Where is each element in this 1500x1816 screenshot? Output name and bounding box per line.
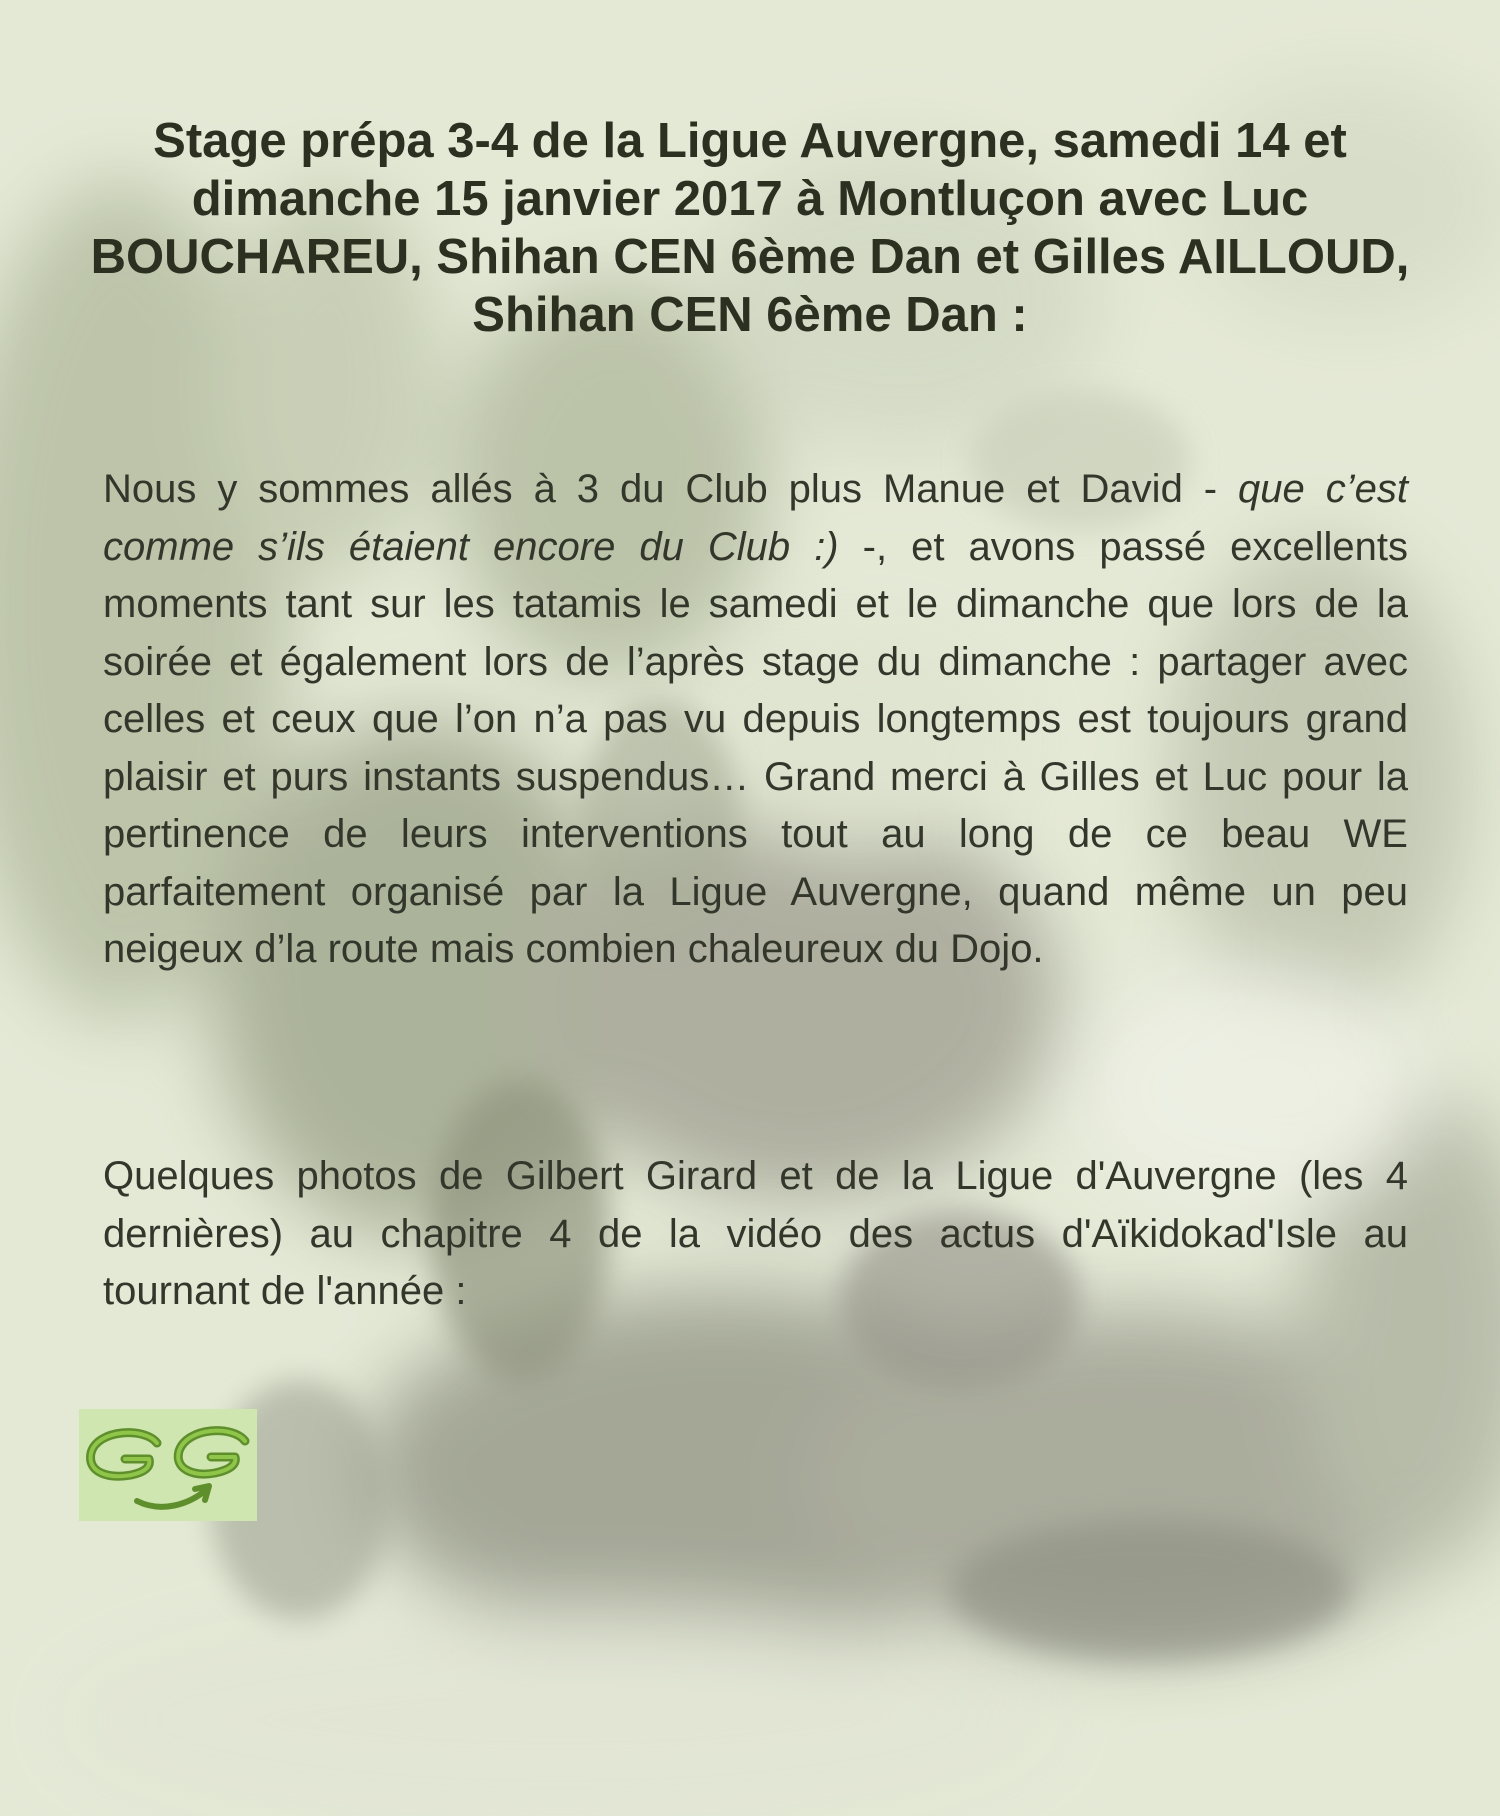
paragraph-report-aside: que c’est comme s’ils étaient encore du Club :) <box>103 467 1408 569</box>
gg-logo-icon <box>79 1409 257 1521</box>
paragraph-report-rest: -, et avons passé excellents moments tant sur les tatamis le samedi et le dimanche que lors de la soirée et également lors de l’après stage du dimanche : partager avec celles et ceux que l’on n’a pas vu depuis longtemps est toujours grand plaisir et purs instants suspendus… Grand merci à Gilles et Luc pour la pertinence de leurs interventions tout au long de ce beau WE parfaitement organisé par la Ligue Auvergne, quand même un peu neigeux d’la route mais combien chaleureux du Dojo. <box>103 524 1408 971</box>
page-title: Stage prépa 3-4 de la Ligue Auvergne, samedi 14 et dimanche 15 janvier 2017 à Montluçon avec Luc BOUCHAREU, Shihan CEN 6ème Dan et Gilles AILLOUD, Shihan CEN 6ème Dan : <box>90 114 1410 342</box>
paragraph-report-lead: Nous y sommes allés à 3 du Club plus Manue et David - <box>103 467 1239 511</box>
paragraph-photos: Quelques photos de Gilbert Girard et de la Ligue d'Auvergne (les 4 dernières) au chapitre 4 de la vidéo des actus d'Aïkidokad'Isle au tournant de l'année : <box>103 1154 1408 1313</box>
gg-logo <box>79 1409 257 1521</box>
paragraph-report <box>103 461 1408 979</box>
